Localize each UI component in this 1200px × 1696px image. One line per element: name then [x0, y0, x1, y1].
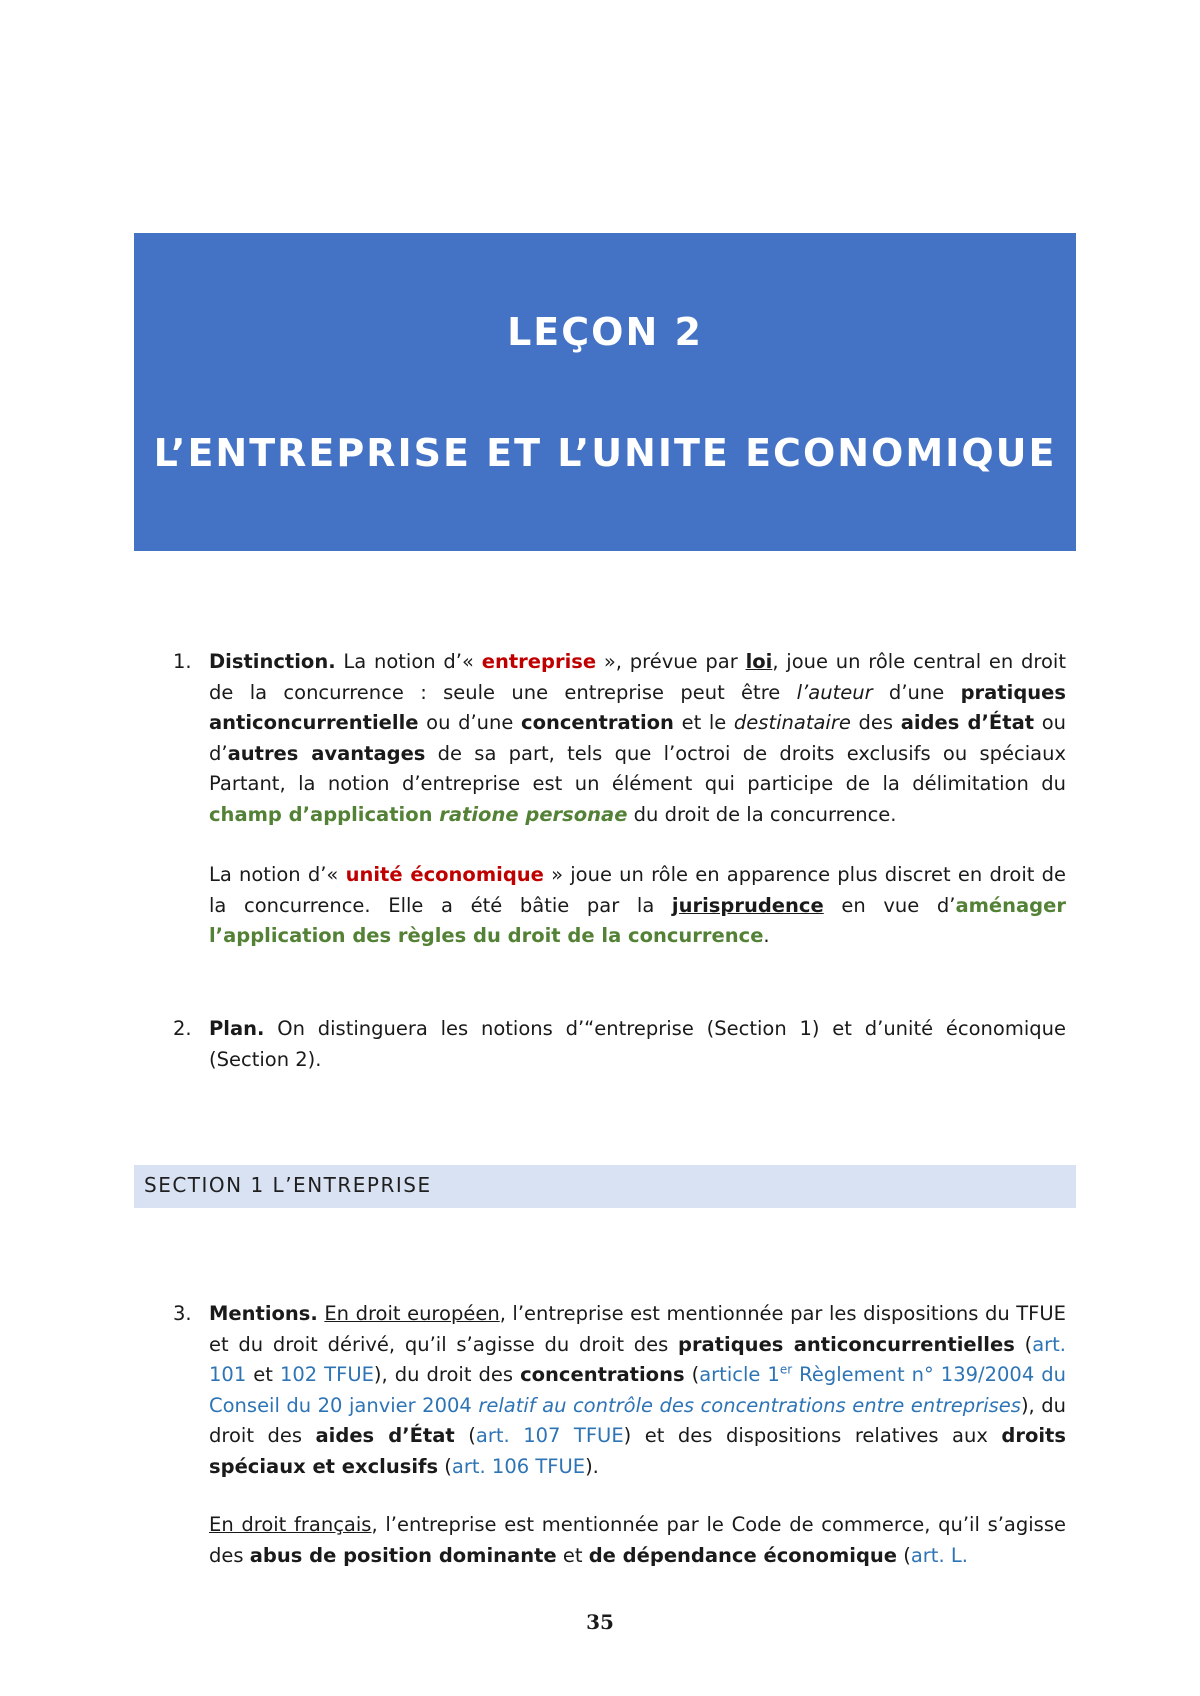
paragraph-droit-francais — [209, 1510, 1066, 1571]
keyword-dependance: de dépendance économique — [588, 1543, 898, 1567]
ref-art-101: art. 101 — [209, 1332, 1066, 1386]
text: d’une — [872, 680, 961, 704]
text: , joue un rôle central en droit de la concurrence : seule une entreprise peut être — [209, 650, 1066, 704]
lesson-title: L’ENTREPRISE ET L’UNITE ECONOMIQUE — [153, 431, 1057, 475]
text: ), du droit des — [373, 1363, 521, 1386]
keyword-autres-avantages: autres avantages — [227, 741, 426, 765]
text: ( — [454, 1424, 476, 1447]
keyword-aides: aides d’État — [315, 1424, 455, 1447]
keyword-entreprise: entreprise — [481, 650, 597, 673]
keyword-droit-francais: En droit français — [209, 1513, 372, 1536]
text: des — [850, 711, 901, 734]
ref-art-102: 102 TFUE — [279, 1363, 374, 1386]
keyword-jurisprudence: jurisprudence — [671, 893, 824, 917]
text: du droit de la concurrence. — [627, 802, 897, 826]
keyword-concentrations: concentrations — [520, 1363, 685, 1386]
text: ( — [438, 1454, 452, 1478]
ref-article-1: article 1 — [699, 1363, 780, 1386]
ref-superscript: er — [779, 1362, 793, 1377]
text: et — [246, 1363, 280, 1386]
text: et — [556, 1543, 589, 1567]
paragraph-number: 1. — [173, 650, 192, 673]
text: ou d’ — [209, 711, 1066, 765]
ref-art-107: art. 107 TFUE — [475, 1424, 624, 1447]
text: La notion d’« — [335, 650, 482, 673]
keyword-destinataire: destinataire — [733, 711, 851, 734]
paragraph-mentions — [209, 1299, 1066, 1482]
text: La notion d’« — [209, 863, 346, 886]
paragraph-plan — [209, 1014, 1066, 1075]
keyword-droits-speciaux: droits spéciaux et exclusifs — [209, 1424, 1066, 1478]
ref-reglement-title: relatif au contrôle des concentrations entre entreprises — [478, 1393, 1021, 1417]
text: ou d’une — [418, 711, 522, 734]
paragraph-number: 2. — [173, 1017, 192, 1040]
ref-art-l: art. L. — [910, 1543, 968, 1567]
lesson-number: LEÇON 2 — [507, 310, 703, 354]
keyword-aides: aides d’État — [900, 711, 1035, 734]
keyword-champ: champ d’application — [209, 802, 440, 826]
keyword-auteur: l’auteur — [796, 680, 873, 704]
keyword-unite: unité économique — [345, 863, 544, 886]
text: ( — [897, 1543, 911, 1567]
text: , l’entreprise est mentionnée par les dispositions du TFUE et du droit dérivé, qu’il s’agisse du droit des — [209, 1302, 1066, 1356]
keyword-pratiques: pratiques anticoncurrentielle — [209, 680, 1066, 734]
section-title: SECTION 1 L’ENTREPRISE — [144, 1173, 432, 1197]
text: », prévue par — [596, 650, 746, 673]
paragraph-number: 3. — [173, 1302, 192, 1325]
text: ), du droit des — [209, 1393, 1066, 1447]
keyword-loi: loi — [745, 650, 773, 673]
text: , l’entreprise est mentionnée par le Code de commerce, qu’il s’agisse des — [209, 1513, 1066, 1567]
text: et le — [673, 711, 734, 734]
text: ( — [684, 1363, 700, 1386]
text: On distinguera les notions d’“entreprise (Section 1) et d’unité économique (Section 2). — [209, 1017, 1066, 1071]
keyword-abus: abus de position dominante — [249, 1543, 557, 1567]
paragraph-unite — [209, 860, 1066, 952]
text: ). — [585, 1454, 599, 1478]
keyword-concentration: concentration — [521, 711, 674, 734]
ref-reglement: Règlement n° 139/2004 du Conseil du 20 janvier 2004 — [209, 1363, 1066, 1417]
paragraph-distinction — [209, 647, 1066, 830]
section-header — [134, 1165, 1076, 1208]
paragraph-heading: Distinction. — [209, 650, 336, 673]
text: ( — [1014, 1332, 1033, 1356]
ref-art-106: art. 106 TFUE — [451, 1454, 586, 1478]
paragraph-heading: Mentions. — [209, 1302, 318, 1325]
keyword-amenager: aménager l’application des règles du droit de la concurrence — [209, 893, 1066, 947]
lesson-title-banner — [134, 233, 1076, 551]
paragraph-heading: Plan. — [209, 1017, 265, 1040]
text: en vue d’ — [823, 893, 956, 917]
text: de sa part, tels que l’octroi de droits exclusifs ou spéciaux Partant, la notion d’entreprise est un élément qui participe de la délimitation du — [209, 741, 1066, 795]
text: » joue un rôle en apparence plus discret en droit de la concurrence. Elle a été bâtie par la — [209, 863, 1066, 917]
text: ) et des dispositions relatives aux — [623, 1424, 1002, 1447]
keyword-ratione: ratione personae — [439, 802, 628, 826]
keyword-pratiques: pratiques anticoncurrentielles — [677, 1332, 1015, 1356]
keyword-droit-europeen: En droit européen — [324, 1302, 500, 1325]
text: . — [763, 924, 770, 947]
page-number: 35 — [586, 1610, 614, 1634]
